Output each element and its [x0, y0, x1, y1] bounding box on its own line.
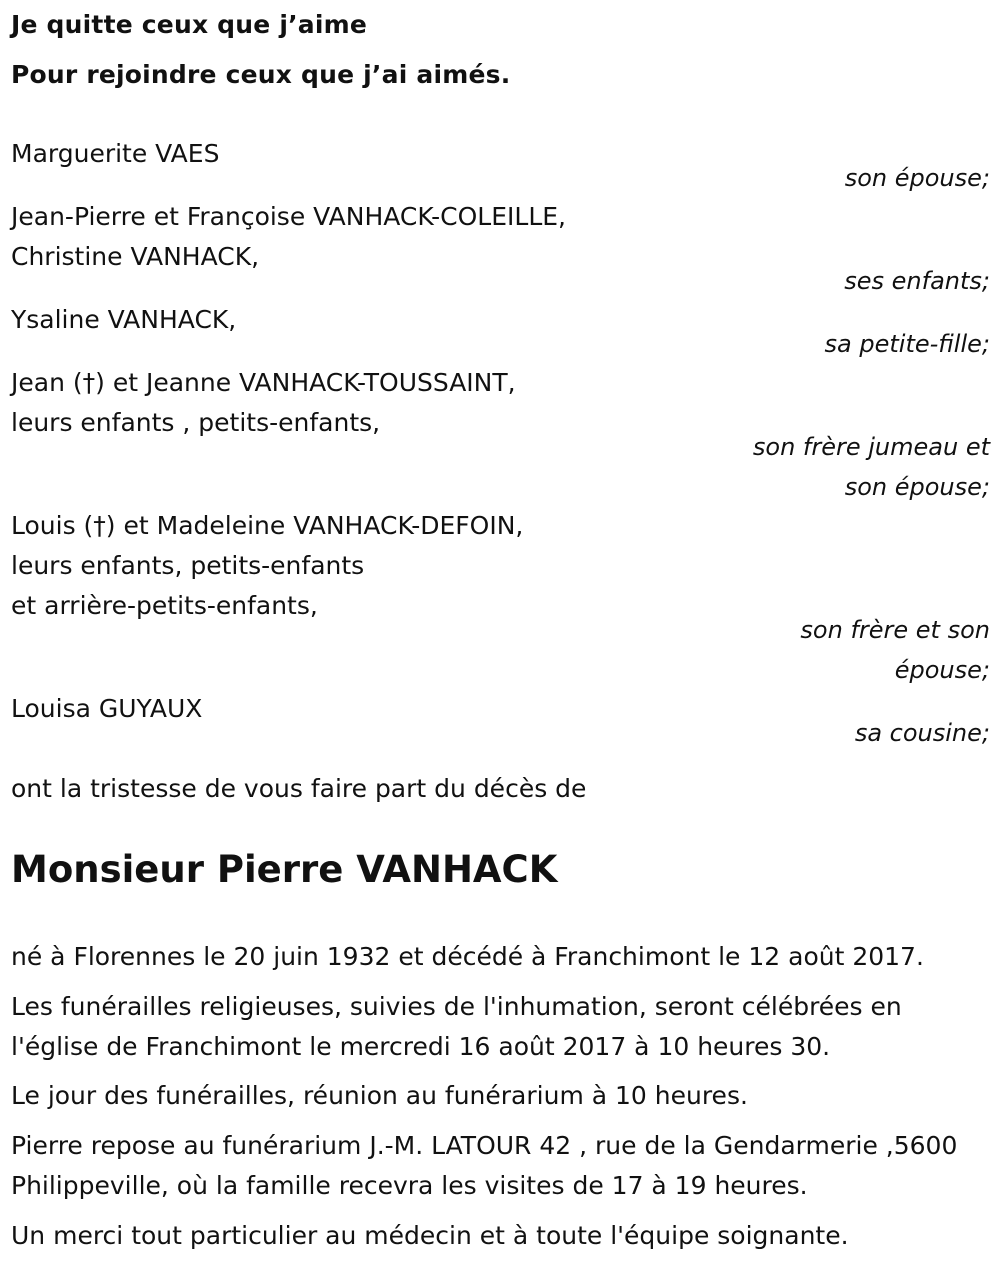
family-name-line: Louisa GUYAUX — [11, 694, 203, 723]
family-name-line: Christine VANHACK, — [11, 242, 260, 271]
family-name-line: et arrière-petits-enfants, — [11, 591, 318, 620]
family-relation: sa cousine; — [854, 719, 990, 747]
quote-line-1: Je quitte ceux que j’aime — [11, 10, 368, 39]
paragraph-birth-death: né à Florennes le 20 juin 1932 et décédé à Franchimont le 12 août 2017. — [11, 942, 924, 971]
family-name-line: Louis (†) et Madeleine VANHACK-DEFOIN, — [11, 511, 524, 540]
family-name-line: Ysaline VANHACK, — [11, 305, 237, 334]
family-name-line: leurs enfants , petits-enfants, — [11, 408, 381, 437]
family-relation: sa petite-fille; — [824, 330, 990, 358]
family-relation: son frère jumeau et — [752, 433, 990, 461]
family-name-line: Jean-Pierre et Françoise VANHACK-COLEILLE, — [11, 202, 567, 231]
announcement-text: ont la tristesse de vous faire part du décès de — [11, 774, 587, 803]
family-name-line: leurs enfants, petits-enfants — [11, 551, 365, 580]
paragraph-thanks: Un merci tout particulier au médecin et à toute l'équipe soignante. — [11, 1221, 849, 1250]
family-relation: ses enfants; — [844, 267, 990, 295]
paragraph-visitation: Pierre repose au funérarium J.-M. LATOUR 42 , rue de la Gendarmerie ,5600 Philippeville, où la famille recevra les visites de 17 à 19 heures. — [11, 1131, 958, 1200]
family-name-line: Marguerite VAES — [11, 139, 220, 168]
deceased-name: Monsieur Pierre VANHACK — [11, 848, 558, 891]
family-relation: épouse; — [894, 656, 990, 684]
quote-line-2: Pour rejoindre ceux que j’ai aimés. — [11, 60, 511, 89]
family-relation: son épouse; — [844, 473, 990, 501]
paragraph-funeral: Les funérailles religieuses, suivies de l'inhumation, seront célébrées en l'église de Franchimont le mercredi 16 août 2017 à 10 heures 30. — [11, 992, 902, 1061]
family-name-line: Jean (†) et Jeanne VANHACK-TOUSSAINT, — [11, 368, 516, 397]
paragraph-gathering: Le jour des funérailles, réunion au funérarium à 10 heures. — [11, 1081, 748, 1110]
family-relation: son épouse; — [844, 164, 990, 192]
family-relation: son frère et son — [800, 616, 990, 644]
